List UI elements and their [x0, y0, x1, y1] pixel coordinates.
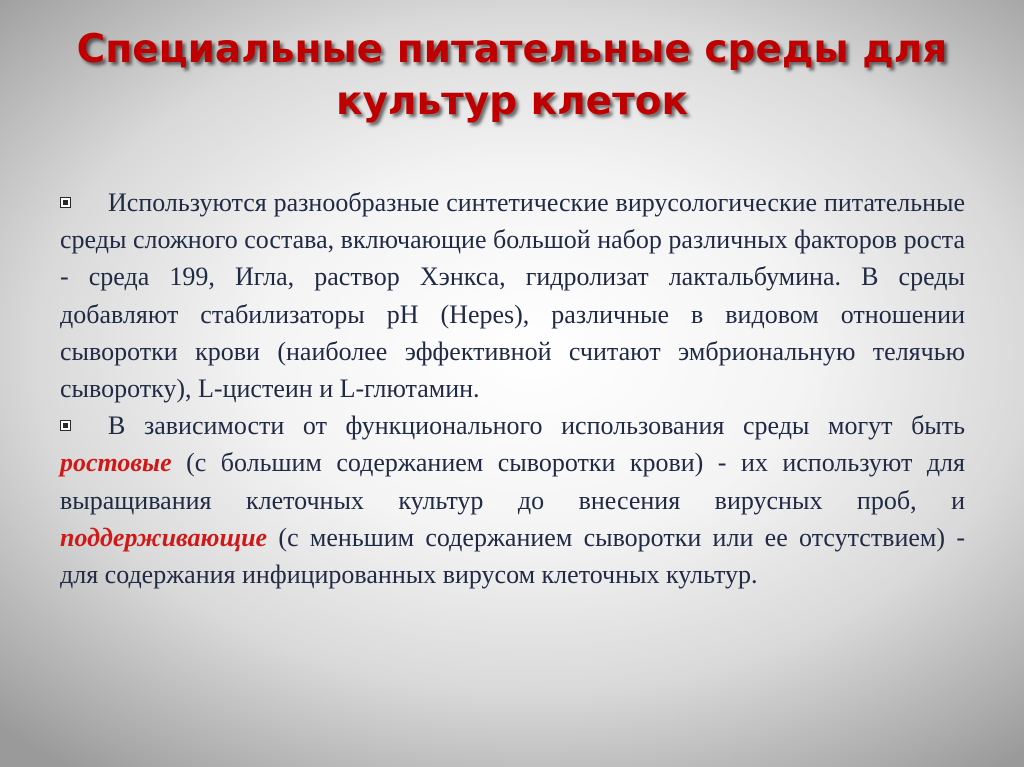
square-bullet-icon [60, 420, 71, 431]
bullet-item-2-text-part-3: (с меньшим содержанием сыворотки или ее отсутствием) - для содержания инфицированных вирусом клеточных культур. [60, 522, 965, 590]
emphasis-rostovye: ростовые [60, 448, 172, 478]
slide-title-line-1: Специальные питательные среды для [76, 27, 948, 72]
bullet-item-2-text-part-1: В зависимости от функционального использования среды могут быть [108, 411, 965, 441]
slide-body [60, 184, 965, 593]
bullet-item-2-text-part-2: (с большим содержанием сыворотки крови) - их используют для выращивания клеточных культур до внесения вирусных проб, и [60, 448, 965, 515]
slide-title [40, 24, 984, 128]
bullet-item-2 [60, 407, 965, 593]
slide-title-line-2: культур клеток [336, 79, 688, 124]
bullet-item-1 [60, 184, 965, 407]
square-bullet-icon [60, 197, 71, 208]
emphasis-podderzhivayushchie: поддерживающие [60, 522, 268, 552]
bullet-item-1-text: Используются разнообразные синтетические вирусологические питательные среды сложного состава, включающие большой набор различных факторов роста - среда 199, Игла, раствор Хэнкса, гидролизат лактальбумина. В среды добавляют стабилизаторы pH (Hepes), различные в видовом отношении сыворотки крови (наиболее эффективной считают эмбриональную телячью сыворотку), L-цистеин и L-глютамин. [60, 188, 965, 404]
